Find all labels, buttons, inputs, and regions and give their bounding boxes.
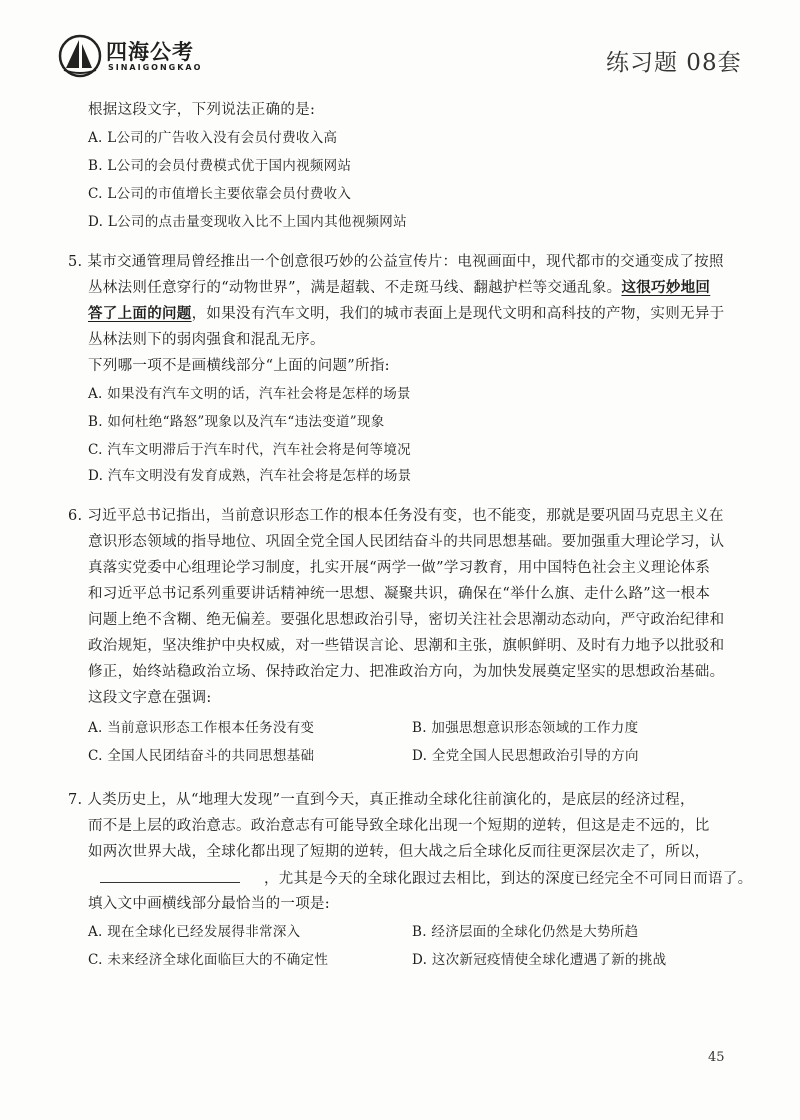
q5-option-d: D. 汽车文明没有发育成熟，汽车社会将是怎样的场景	[88, 468, 412, 484]
q6-option-c: C. 全国人民团结奋斗的共同思想基础	[88, 748, 315, 764]
q5-line-2: 丛林法则任意穿行的“动物世界”，满是超载、不走斑马线、翻越护栏等交通乱象。这很巧妙地回	[88, 279, 711, 296]
q7-line-1: 7. 人类历史上，从“地理大发现”一直到今天，真正推动全球化往前演化的，是底层的经济过程，	[68, 792, 695, 808]
q4-option-b: B. L公司的会员付费模式优于国内视频网站	[88, 158, 352, 174]
logo	[58, 34, 203, 78]
q5-option-c: C. 汽车文明滞后于汽车时代，汽车社会将是何等境况	[88, 442, 411, 458]
q6-line-6: 政治规矩，坚决维护中央权威，对一些错误言论、思潮和主张，旗帜鲜明、及时有力地予以批驳和	[88, 638, 725, 654]
q7-option-c: C. 未来经济全球化面临巨大的不确定性	[88, 952, 329, 968]
page-number: 45	[708, 1050, 725, 1065]
q7-line-2: 而不是上层的政治意志。政治意志有可能导致全球化出现一个短期的逆转，但这是走不远的，比	[88, 818, 710, 834]
q7-line-3: 如两次世界大战，全球化都出现了短期的逆转，但大战之后全球化反而往更深层次走了，所以，	[88, 844, 710, 860]
q4-stem: 根据这段文字，下列说法正确的是:	[88, 102, 316, 118]
q7-option-a: A. 现在全球化已经发展得非常深入	[88, 924, 301, 940]
q7-question: 填入文中画横线部分最恰当的一项是:	[88, 896, 330, 912]
q5-line-1: 5. 某市交通管理局曾经推出一个创意很巧妙的公益宣传片：电视画面中，现代都市的交通变成了按照	[68, 254, 724, 270]
q5-underlined-part-1: 这很巧妙地回	[621, 279, 711, 296]
q5-line-3: 答了上面的问题，如果没有汽车文明，我们的城市表面上是现代文明和高科技的产物，实则无异于	[88, 305, 725, 322]
page-header	[0, 0, 800, 90]
q7-answer-blank	[100, 868, 240, 883]
q6-line-5: 问题上绝不含糊、绝无偏差。要强化思想政治引导，密切关注社会思潮动态动向，严守政治纪律和	[88, 612, 725, 628]
q6-option-a: A. 当前意识形态工作根本任务没有变	[88, 720, 315, 736]
q5-option-a: A. 如果没有汽车文明的话，汽车社会将是怎样的场景	[88, 386, 411, 402]
q6-option-b: B. 加强思想意识形态领域的工作力度	[412, 720, 639, 736]
q7-option-d: D. 这次新冠疫情使全球化遭遇了新的挑战	[412, 952, 667, 968]
q6-question: 这段文字意在强调:	[88, 690, 212, 706]
q4-option-c: C. L公司的市值增长主要依靠会员付费收入	[88, 186, 352, 202]
q5-option-b: B. 如何杜绝“路怒”现象以及汽车“违法变道”现象	[88, 414, 385, 430]
q5-line-4: 丛林法则下的弱肉强食和混乱无序。	[88, 332, 325, 348]
q6-line-3: 真落实党委中心组理论学习制度，扎实开展“两学一做”学习教育，用中国特色社会主义理论体系	[88, 560, 711, 576]
logo-subtext: SINAIGONGKAO	[108, 63, 203, 72]
q6-line-7: 修正，始终站稳政治立场、保持政治定力、把准政治方向，为加快发展奠定坚实的思想政治基础。	[88, 664, 725, 680]
q6-line-2: 意识形态领域的指导地位、巩固全党全国人民团结奋斗的共同思想基础。要加强重大理论学习，认	[88, 534, 725, 550]
sail-logo-icon	[58, 34, 102, 78]
logo-text: 四海公考	[106, 40, 194, 64]
q7-option-b: B. 经济层面的全球化仍然是大势所趋	[412, 924, 639, 940]
q6-line-4: 和习近平总书记系列重要讲话精神统一思想、凝聚共识，确保在“举什么旗、走什么路”这一根本	[88, 586, 711, 602]
q4-option-d: D. L公司的点击量变现收入比不上国内其他视频网站	[88, 214, 407, 230]
q6-line-1: 6. 习近平总书记指出，当前意识形态工作的根本任务没有变，也不能变，那就是要巩固马克思主义在	[68, 508, 724, 524]
q6-option-d: D. 全党全国人民思想政治引导的方向	[412, 748, 639, 764]
q5-underlined-part-2: 答了上面的问题	[88, 305, 192, 322]
exercise-set-label: 练习题 08套	[606, 50, 742, 76]
q7-line-4: ，尤其是今天的全球化跟过去相比，到达的深度已经完全不可同日而语了。	[100, 868, 752, 889]
q4-option-a: A. L公司的广告收入没有会员付费收入高	[88, 130, 338, 146]
q5-question: 下列哪一项不是画横线部分“上面的问题”所指:	[88, 358, 390, 374]
